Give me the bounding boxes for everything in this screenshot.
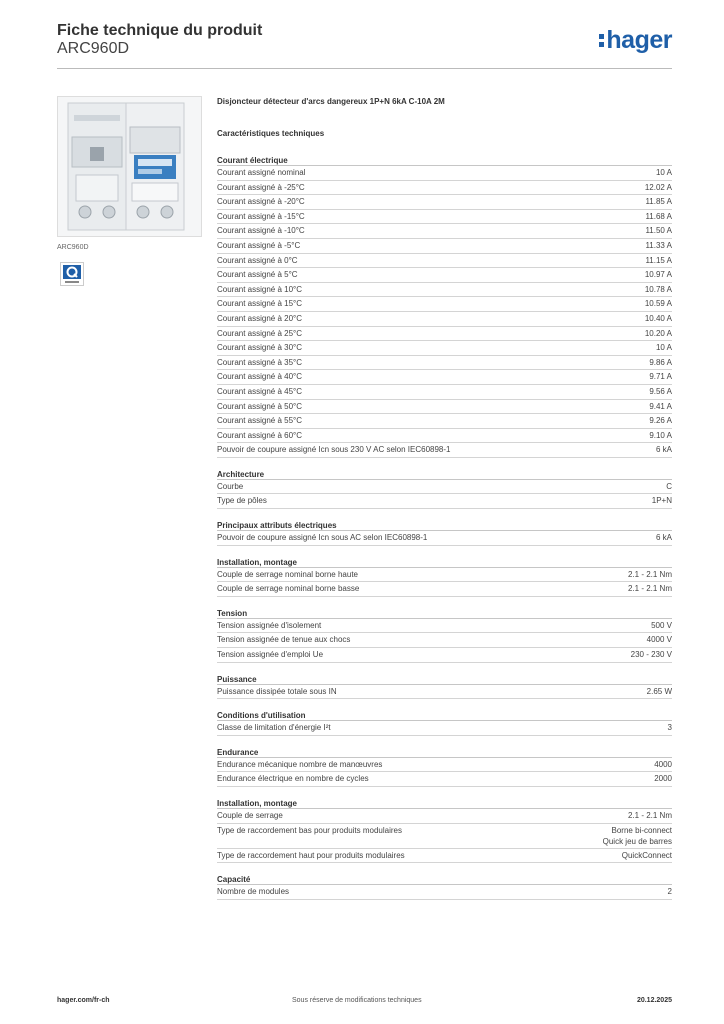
spec-row: [217, 356, 672, 371]
spec-value: 10.59 A: [644, 299, 672, 309]
spec-value: 230 - 230 V: [630, 650, 672, 660]
section-title: Principaux attributs électriques: [217, 520, 672, 531]
spec-value: Borne bi-connect Quick jeu de barres: [602, 825, 672, 846]
spec-label: Type de raccordement haut pour produits modulaires: [217, 850, 405, 860]
spec-row: [217, 849, 672, 864]
spec-value: 11.50 A: [645, 226, 672, 236]
spec-value: QuickConnect: [621, 850, 672, 860]
spec-value: 9.86 A: [649, 357, 672, 367]
spec-label: Endurance électrique en nombre de cycles: [217, 774, 369, 784]
spec-value: C: [666, 481, 672, 491]
spec-label: Nombre de modules: [217, 887, 290, 897]
spec-label: Courant assigné à -25°C: [217, 182, 305, 192]
footer-disclaimer: Sous réserve de modifications techniques: [292, 997, 422, 1004]
spec-value: 12.02 A: [644, 182, 672, 192]
spec-label: Courant assigné à 25°C: [217, 328, 303, 338]
section-spacer: [217, 863, 672, 874]
spec-label: Puissance dissipée totale sous IN: [217, 686, 337, 696]
spec-value: 2.65 W: [646, 686, 672, 696]
spec-label: Courant assigné à 20°C: [217, 313, 303, 323]
spec-label: Tension assignée de tenue aux chocs: [217, 635, 351, 645]
document-title: Fiche technique du produit: [57, 22, 263, 39]
spec-value: 9.26 A: [649, 416, 672, 426]
spec-value: 4000: [654, 759, 672, 769]
section-title: Installation, montage: [217, 798, 672, 809]
spec-value: 10.40 A: [644, 313, 672, 323]
spec-value: 10.78 A: [644, 284, 672, 294]
spec-row: [217, 531, 672, 546]
section-title: Architecture: [217, 469, 672, 480]
spec-value: 4000 V: [646, 635, 672, 645]
spec-label: Courant assigné à 15°C: [217, 299, 303, 309]
spec-label: Pouvoir de coupure assigné Icn sous AC selon IEC60898-1: [217, 533, 428, 543]
section-title: Tension: [217, 608, 672, 619]
spec-row: [217, 312, 672, 327]
spec-section: [217, 155, 672, 458]
spec-section: [217, 798, 672, 863]
spec-value: 2: [667, 887, 672, 897]
section-title: Conditions d'utilisation: [217, 710, 672, 721]
spec-value: 10 A: [655, 343, 672, 353]
spec-label: Courant assigné à 60°C: [217, 430, 303, 440]
spec-row: [217, 414, 672, 429]
spec-value: 10.97 A: [644, 270, 672, 280]
spec-section: [217, 557, 672, 597]
spec-row: [217, 480, 672, 495]
spec-row: [217, 370, 672, 385]
section-spacer: [217, 736, 672, 747]
spec-label: Courant assigné à 5°C: [217, 270, 298, 280]
spec-label: Couple de serrage nominal borne basse: [217, 584, 360, 594]
spec-value: 2.1 - 2.1 Nm: [627, 569, 672, 579]
header-divider: [57, 68, 672, 69]
section-spacer: [217, 509, 672, 520]
footer-website: hager.com/fr-ch: [57, 997, 110, 1004]
spec-row: [217, 758, 672, 773]
spec-label: Classe de limitation d'énergie I²t: [217, 723, 331, 733]
spec-row: [217, 254, 672, 269]
spec-section: [217, 874, 672, 900]
spec-row: [217, 443, 672, 458]
spec-label: Courant assigné à 30°C: [217, 343, 303, 353]
hager-logo: [599, 26, 672, 55]
spec-value: 9.10 A: [649, 430, 672, 440]
product-reference: ARC960D: [57, 40, 130, 57]
spec-row: [217, 341, 672, 356]
spec-section: [217, 608, 672, 663]
section-spacer: [217, 597, 672, 608]
spec-label: Pouvoir de coupure assigné Icn sous 230 V AC selon IEC60898-1: [217, 445, 451, 455]
section-title: Installation, montage: [217, 557, 672, 568]
spec-value: 2.1 - 2.1 Nm: [627, 811, 672, 820]
spec-section: [217, 674, 672, 700]
spec-label: Courant assigné à 55°C: [217, 416, 303, 426]
spec-value: 11.68 A: [645, 211, 672, 221]
spec-row: [217, 648, 672, 663]
spec-label: Courant assigné à 45°C: [217, 386, 303, 396]
logo-text: hager: [606, 26, 672, 54]
spec-row: [217, 239, 672, 254]
spec-label: Courant assigné à -15°C: [217, 211, 305, 221]
spec-label: Courant assigné à -5°C: [217, 240, 301, 250]
spec-sections: [217, 155, 672, 900]
section-title: Capacité: [217, 874, 672, 885]
spec-value: 500 V: [651, 620, 672, 630]
section-spacer: [217, 458, 672, 469]
spec-value: 3: [667, 723, 672, 733]
footer-date: 20.12.2025: [636, 997, 672, 1004]
spec-row: [217, 809, 672, 824]
logo-dots-icon: [599, 30, 605, 50]
section-spacer: [217, 663, 672, 674]
spec-row: [217, 772, 672, 787]
spec-label: Endurance mécanique nombre de manœuvres: [217, 759, 383, 769]
spec-label: Courant assigné à 50°C: [217, 401, 303, 411]
section-spacer: [217, 546, 672, 557]
spec-label: Couple de serrage nominal borne haute: [217, 569, 358, 579]
spec-label: Courbe: [217, 481, 244, 491]
spec-row: [217, 824, 672, 849]
spec-row: [217, 327, 672, 342]
spec-label: Type de pôles: [217, 496, 267, 506]
spec-value: 9.41 A: [649, 401, 672, 411]
spec-label: Courant assigné à 35°C: [217, 357, 303, 367]
spec-value: 2.1 - 2.1 Nm: [627, 584, 672, 594]
spec-value: 11.85 A: [645, 197, 672, 207]
spec-value: 1P+N: [651, 496, 672, 506]
spec-label: Courant assigné à 40°C: [217, 372, 303, 382]
spec-row: [217, 721, 672, 736]
spec-row: [217, 685, 672, 700]
section-title: Puissance: [217, 674, 672, 685]
spec-section: [217, 710, 672, 736]
spec-row: [217, 494, 672, 509]
spec-value: 2000: [654, 774, 672, 784]
quality-certification-icon: [60, 262, 84, 286]
spec-label: Courant assigné à 0°C: [217, 255, 298, 265]
spec-label: Type de raccordement bas pour produits modulaires: [217, 825, 402, 835]
section-title: Endurance: [217, 747, 672, 758]
main-content: [217, 96, 672, 900]
section-spacer: [217, 699, 672, 710]
spec-row: [217, 619, 672, 634]
spec-value: 6 kA: [655, 445, 672, 455]
technical-characteristics-heading: Caractéristiques techniques: [217, 129, 325, 138]
product-description: Disjoncteur détecteur d'arcs dangereux 1P+N 6kA C-10A 2M: [217, 97, 445, 106]
spec-label: Courant assigné à 10°C: [217, 284, 303, 294]
section-title: Courant électrique: [217, 155, 672, 166]
spec-row: [217, 885, 672, 900]
spec-row: [217, 268, 672, 283]
spec-row: [217, 582, 672, 597]
page-header: [57, 20, 672, 70]
spec-label: Courant assigné à -20°C: [217, 197, 305, 207]
spec-row: [217, 210, 672, 225]
spec-section: [217, 469, 672, 509]
spec-row: [217, 633, 672, 648]
section-spacer: [217, 787, 672, 798]
spec-row: [217, 224, 672, 239]
spec-value: 9.71 A: [649, 372, 672, 382]
spec-label: Tension assignée d'emploi Ue: [217, 650, 324, 660]
spec-value: 10 A: [655, 168, 672, 177]
spec-row: [217, 429, 672, 444]
spec-row: [217, 166, 672, 181]
spec-row: [217, 195, 672, 210]
spec-value: 6 kA: [655, 533, 672, 543]
spec-row: [217, 297, 672, 312]
spec-row: [217, 568, 672, 583]
spec-label: Courant assigné à -10°C: [217, 226, 305, 236]
spec-value: 11.15 A: [645, 255, 672, 265]
spec-label: Couple de serrage: [217, 811, 283, 820]
spec-row: [217, 283, 672, 298]
spec-row: [217, 181, 672, 196]
spec-section: [217, 520, 672, 546]
spec-row: [217, 385, 672, 400]
spec-label: Tension assignée d'isolement: [217, 620, 322, 630]
spec-label: Courant assigné nominal: [217, 168, 306, 177]
spec-value: 11.33 A: [645, 240, 672, 250]
spec-value: 9.56 A: [649, 386, 672, 396]
spec-value: 10.20 A: [644, 328, 672, 338]
spec-row: [217, 400, 672, 415]
product-image-caption: ARC960D: [57, 244, 89, 251]
spec-section: [217, 747, 672, 787]
product-image: [57, 96, 202, 237]
